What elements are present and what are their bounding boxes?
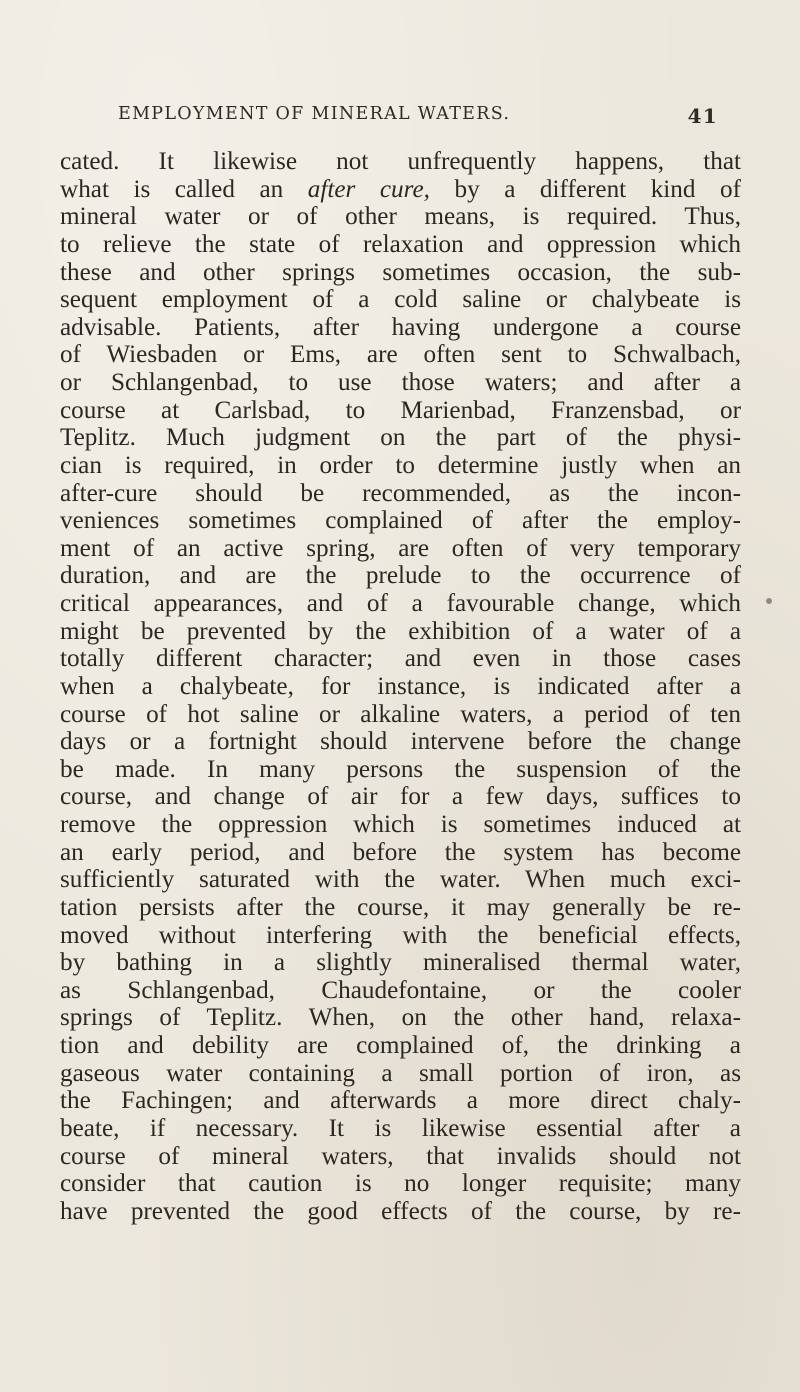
text-line: advisable. Patients, after having undergone a course	[60, 313, 741, 341]
text-line: as Schlangenbad, Chaudefontaine, or the cooler	[60, 976, 741, 1004]
text-line: springs of Teplitz. When, on the other hand, relaxa-	[60, 1004, 741, 1032]
text-line: tation persists after the course, it may generally be re-	[60, 893, 741, 921]
ink-spot	[766, 598, 772, 604]
text-line: cian is required, in order to determine justly when an	[60, 451, 741, 479]
text-line: consider that caution is no longer requisite; many	[60, 1170, 741, 1198]
text-line: course of hot saline or alkaline waters, a period of ten	[60, 700, 741, 728]
running-title: EMPLOYMENT OF MINERAL WATERS.	[118, 104, 511, 124]
text-line: what is called an after cure, by a different kind of	[60, 175, 741, 203]
text-line: course, and change of air for a few days, suffices to	[60, 783, 741, 811]
text-line: Teplitz. Much judgment on the part of the physi-	[60, 424, 741, 452]
text-line: course at Carlsbad, to Marienbad, Franzensbad, or	[60, 396, 741, 424]
text-line: veniences sometimes complained of after the employ-	[60, 507, 741, 535]
text-line: moved without interfering with the beneficial effects,	[60, 921, 741, 949]
text-line: by bathing in a slightly mineralised thermal water,	[60, 949, 741, 977]
text-line: tion and debility are complained of, the drinking a	[60, 1032, 741, 1059]
text-line: ment of an active spring, are often of very temporary	[60, 534, 741, 562]
text-line: be made. In many persons the suspension of the	[60, 755, 741, 783]
text-line: cated. It likewise not unfrequently happens, that	[60, 148, 741, 175]
text-line: an early period, and before the system has become	[60, 838, 741, 866]
text-line: remove the oppression which is sometimes induced at	[60, 811, 741, 838]
page-header	[118, 100, 718, 132]
text-line: to relieve the state of relaxation and oppression which	[60, 230, 741, 258]
italic-phrase: after cure,	[307, 175, 430, 203]
text-line: sequent employment of a cold saline or chalybeate is	[60, 286, 741, 314]
text-line: critical appearances, and of a favourable change, which	[60, 590, 741, 617]
text-line: after-cure should be recommended, as the incon-	[60, 479, 741, 507]
text-line: of Wiesbaden or Ems, are often sent to Schwalbach,	[60, 341, 741, 369]
page-number: 41	[687, 104, 718, 128]
text-line: totally different character; and even in those cases	[60, 645, 741, 673]
text-line: gaseous water containing a small portion of iron, as	[60, 1059, 741, 1087]
text-line: these and other springs sometimes occasion, the sub-	[60, 258, 741, 286]
text-line: duration, and are the prelude to the occurrence of	[60, 562, 741, 590]
text-line: sufficiently saturated with the water. When much exci-	[60, 866, 741, 894]
text-line: mineral water or of other means, is required. Thus,	[60, 203, 741, 231]
text-line: might be prevented by the exhibition of a water of a	[60, 617, 741, 645]
text-line: the Fachingen; and afterwards a more direct chaly-	[60, 1087, 741, 1115]
text-line: have prevented the good effects of the course, by re-	[60, 1197, 741, 1225]
text-line: beate, if necessary. It is likewise essential after a	[60, 1114, 741, 1142]
body-text	[60, 148, 741, 1225]
text-line: or Schlangenbad, to use those waters; and after a	[60, 369, 741, 396]
text-line: course of mineral waters, that invalids should not	[60, 1142, 741, 1170]
text-line: days or a fortnight should intervene before the change	[60, 728, 741, 756]
text-line: when a chalybeate, for instance, is indicated after a	[60, 672, 741, 700]
